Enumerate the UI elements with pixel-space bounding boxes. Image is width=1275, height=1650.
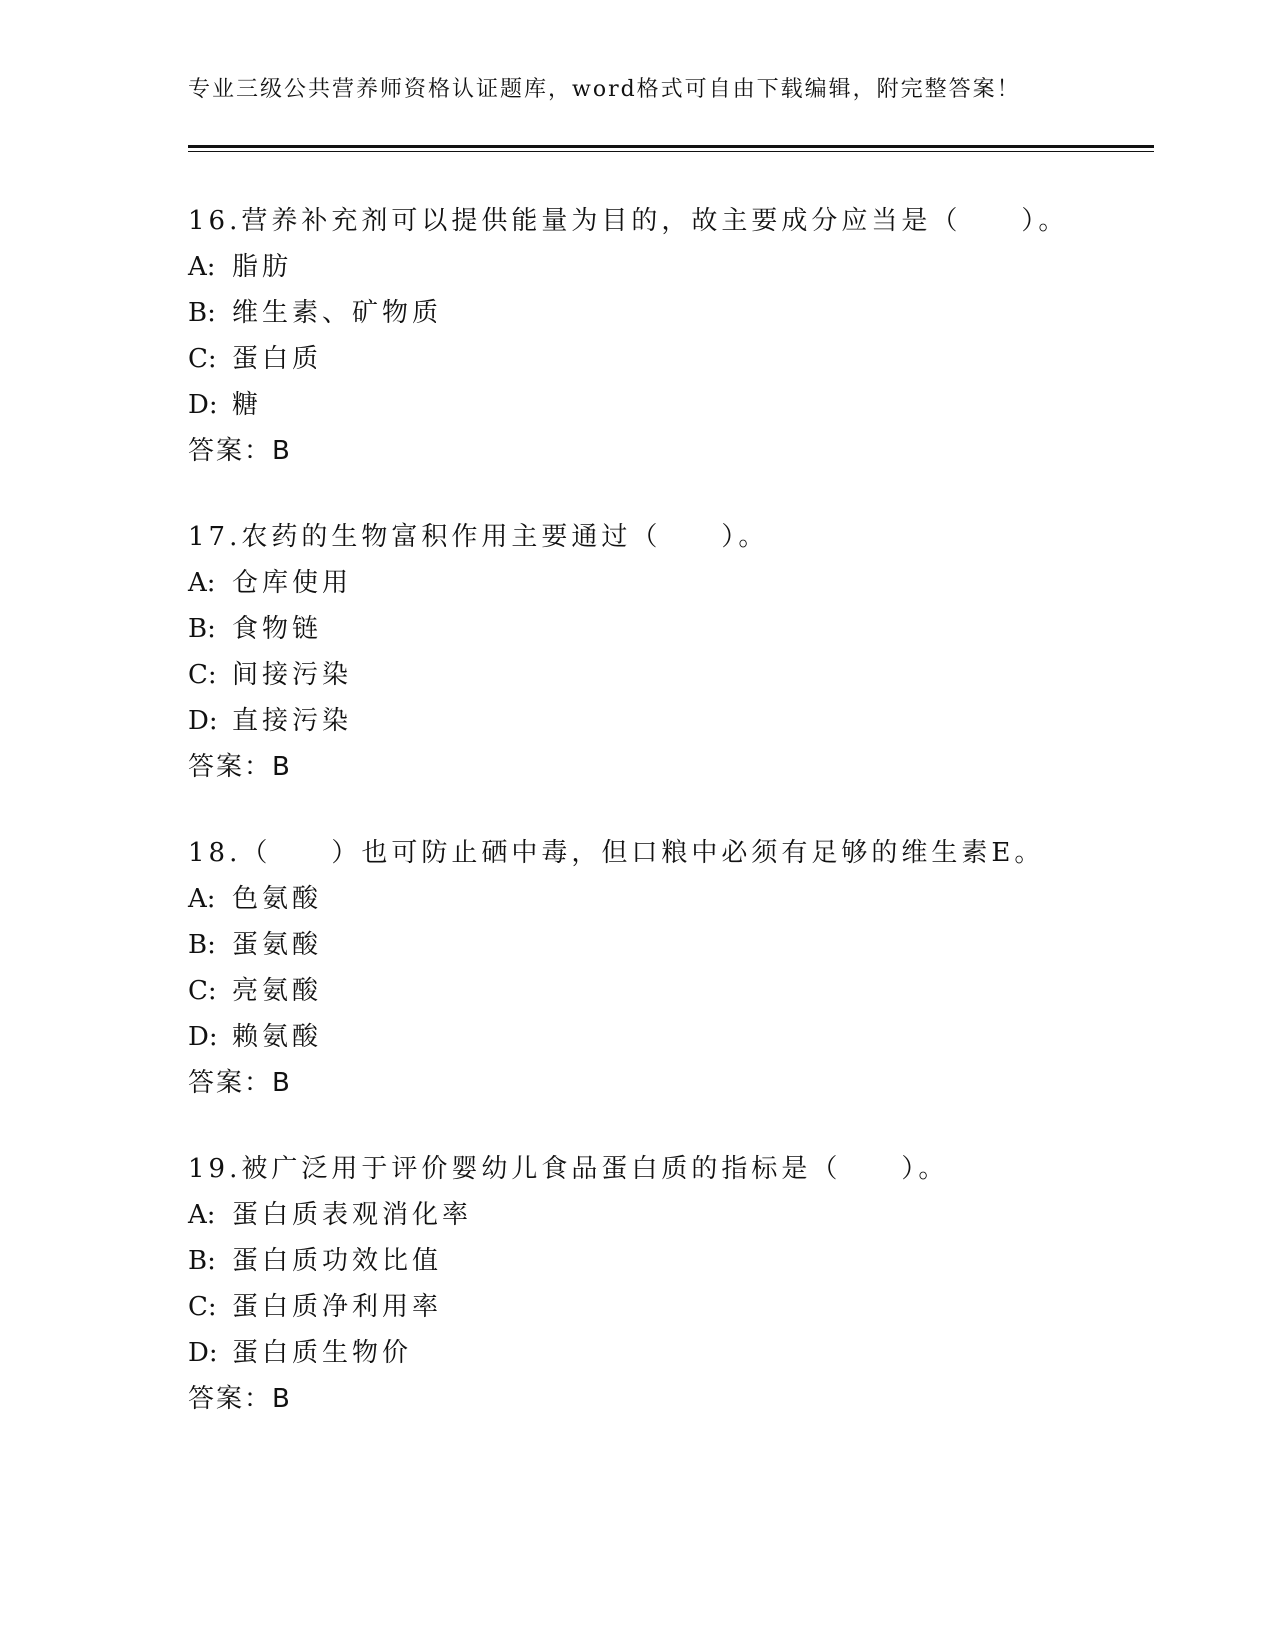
header-divider-thick	[188, 145, 1154, 148]
option-a	[188, 876, 1148, 922]
option-key: A:	[188, 568, 216, 598]
option-b	[188, 290, 1148, 336]
option-text: 赖氨酸	[232, 1022, 323, 1052]
option-key: B:	[188, 1246, 216, 1276]
option-text: 蛋白质	[232, 344, 323, 374]
option-key: C:	[188, 1292, 217, 1322]
option-key: C:	[188, 660, 217, 690]
answer	[188, 744, 1148, 790]
option-b	[188, 1238, 1148, 1284]
question-19	[188, 1146, 1148, 1422]
answer-label: 答案：	[188, 1068, 273, 1098]
answer-value: B	[272, 1068, 290, 1098]
option-d	[188, 382, 1148, 428]
option-text: 亮氨酸	[232, 976, 323, 1006]
option-a	[188, 1192, 1148, 1238]
question-stem: 19.被广泛用于评价婴幼儿食品蛋白质的指标是（ ）。	[188, 1154, 949, 1184]
answer	[188, 1376, 1148, 1422]
question-17	[188, 514, 1148, 790]
answer-label: 答案：	[188, 436, 273, 466]
option-text: 脂肪	[232, 252, 293, 282]
option-text: 蛋氨酸	[232, 930, 323, 960]
answer	[188, 428, 1148, 474]
question-16	[188, 198, 1148, 474]
option-d	[188, 698, 1148, 744]
answer-label: 答案：	[188, 1384, 273, 1414]
option-d	[188, 1330, 1148, 1376]
option-c	[188, 336, 1148, 382]
option-b	[188, 922, 1148, 968]
option-d	[188, 1014, 1148, 1060]
option-key: A:	[188, 1200, 216, 1230]
header-divider-thin	[188, 151, 1154, 152]
option-text: 蛋白质生物价	[232, 1338, 413, 1368]
option-key: B:	[188, 930, 216, 960]
answer-value: B	[272, 436, 290, 466]
option-key: D:	[188, 1022, 218, 1052]
question-18	[188, 830, 1148, 1106]
option-key: D:	[188, 706, 218, 736]
question-stem: 17.农药的生物富积作用主要通过（ ）。	[188, 522, 769, 552]
option-text: 色氨酸	[232, 884, 323, 914]
option-b	[188, 606, 1148, 652]
option-c	[188, 968, 1148, 1014]
option-key: D:	[188, 1338, 218, 1368]
question-stem: 16.营养补充剂可以提供能量为目的，故主要成分应当是（ ）。	[188, 206, 1069, 236]
option-text: 维生素、矿物质	[232, 298, 443, 328]
option-text: 直接污染	[232, 706, 353, 736]
option-key: C:	[188, 976, 217, 1006]
option-text: 间接污染	[232, 660, 353, 690]
option-text: 仓库使用	[232, 568, 353, 598]
option-text: 蛋白质功效比值	[232, 1246, 443, 1276]
option-key: A:	[188, 884, 216, 914]
answer-value: B	[272, 1384, 290, 1414]
option-text: 食物链	[232, 614, 323, 644]
answer-label: 答案：	[188, 752, 273, 782]
option-text: 糖	[232, 390, 263, 420]
option-key: B:	[188, 614, 216, 644]
answer	[188, 1060, 1148, 1106]
option-text: 蛋白质表观消化率	[232, 1200, 473, 1230]
option-key: C:	[188, 344, 217, 374]
option-key: D:	[188, 390, 218, 420]
option-a	[188, 560, 1148, 606]
option-key: A:	[188, 252, 216, 282]
page-header: 专业三级公共营养师资格认证题库，word格式可自由下载编辑，附完整答案！	[188, 77, 1021, 102]
option-a	[188, 244, 1148, 290]
answer-value: B	[272, 752, 290, 782]
option-text: 蛋白质净利用率	[232, 1292, 443, 1322]
option-c	[188, 1284, 1148, 1330]
option-key: B:	[188, 298, 216, 328]
question-stem: 18.（ ）也可防止硒中毒，但口粮中必须有足够的维生素E。	[188, 838, 1045, 868]
option-c	[188, 652, 1148, 698]
